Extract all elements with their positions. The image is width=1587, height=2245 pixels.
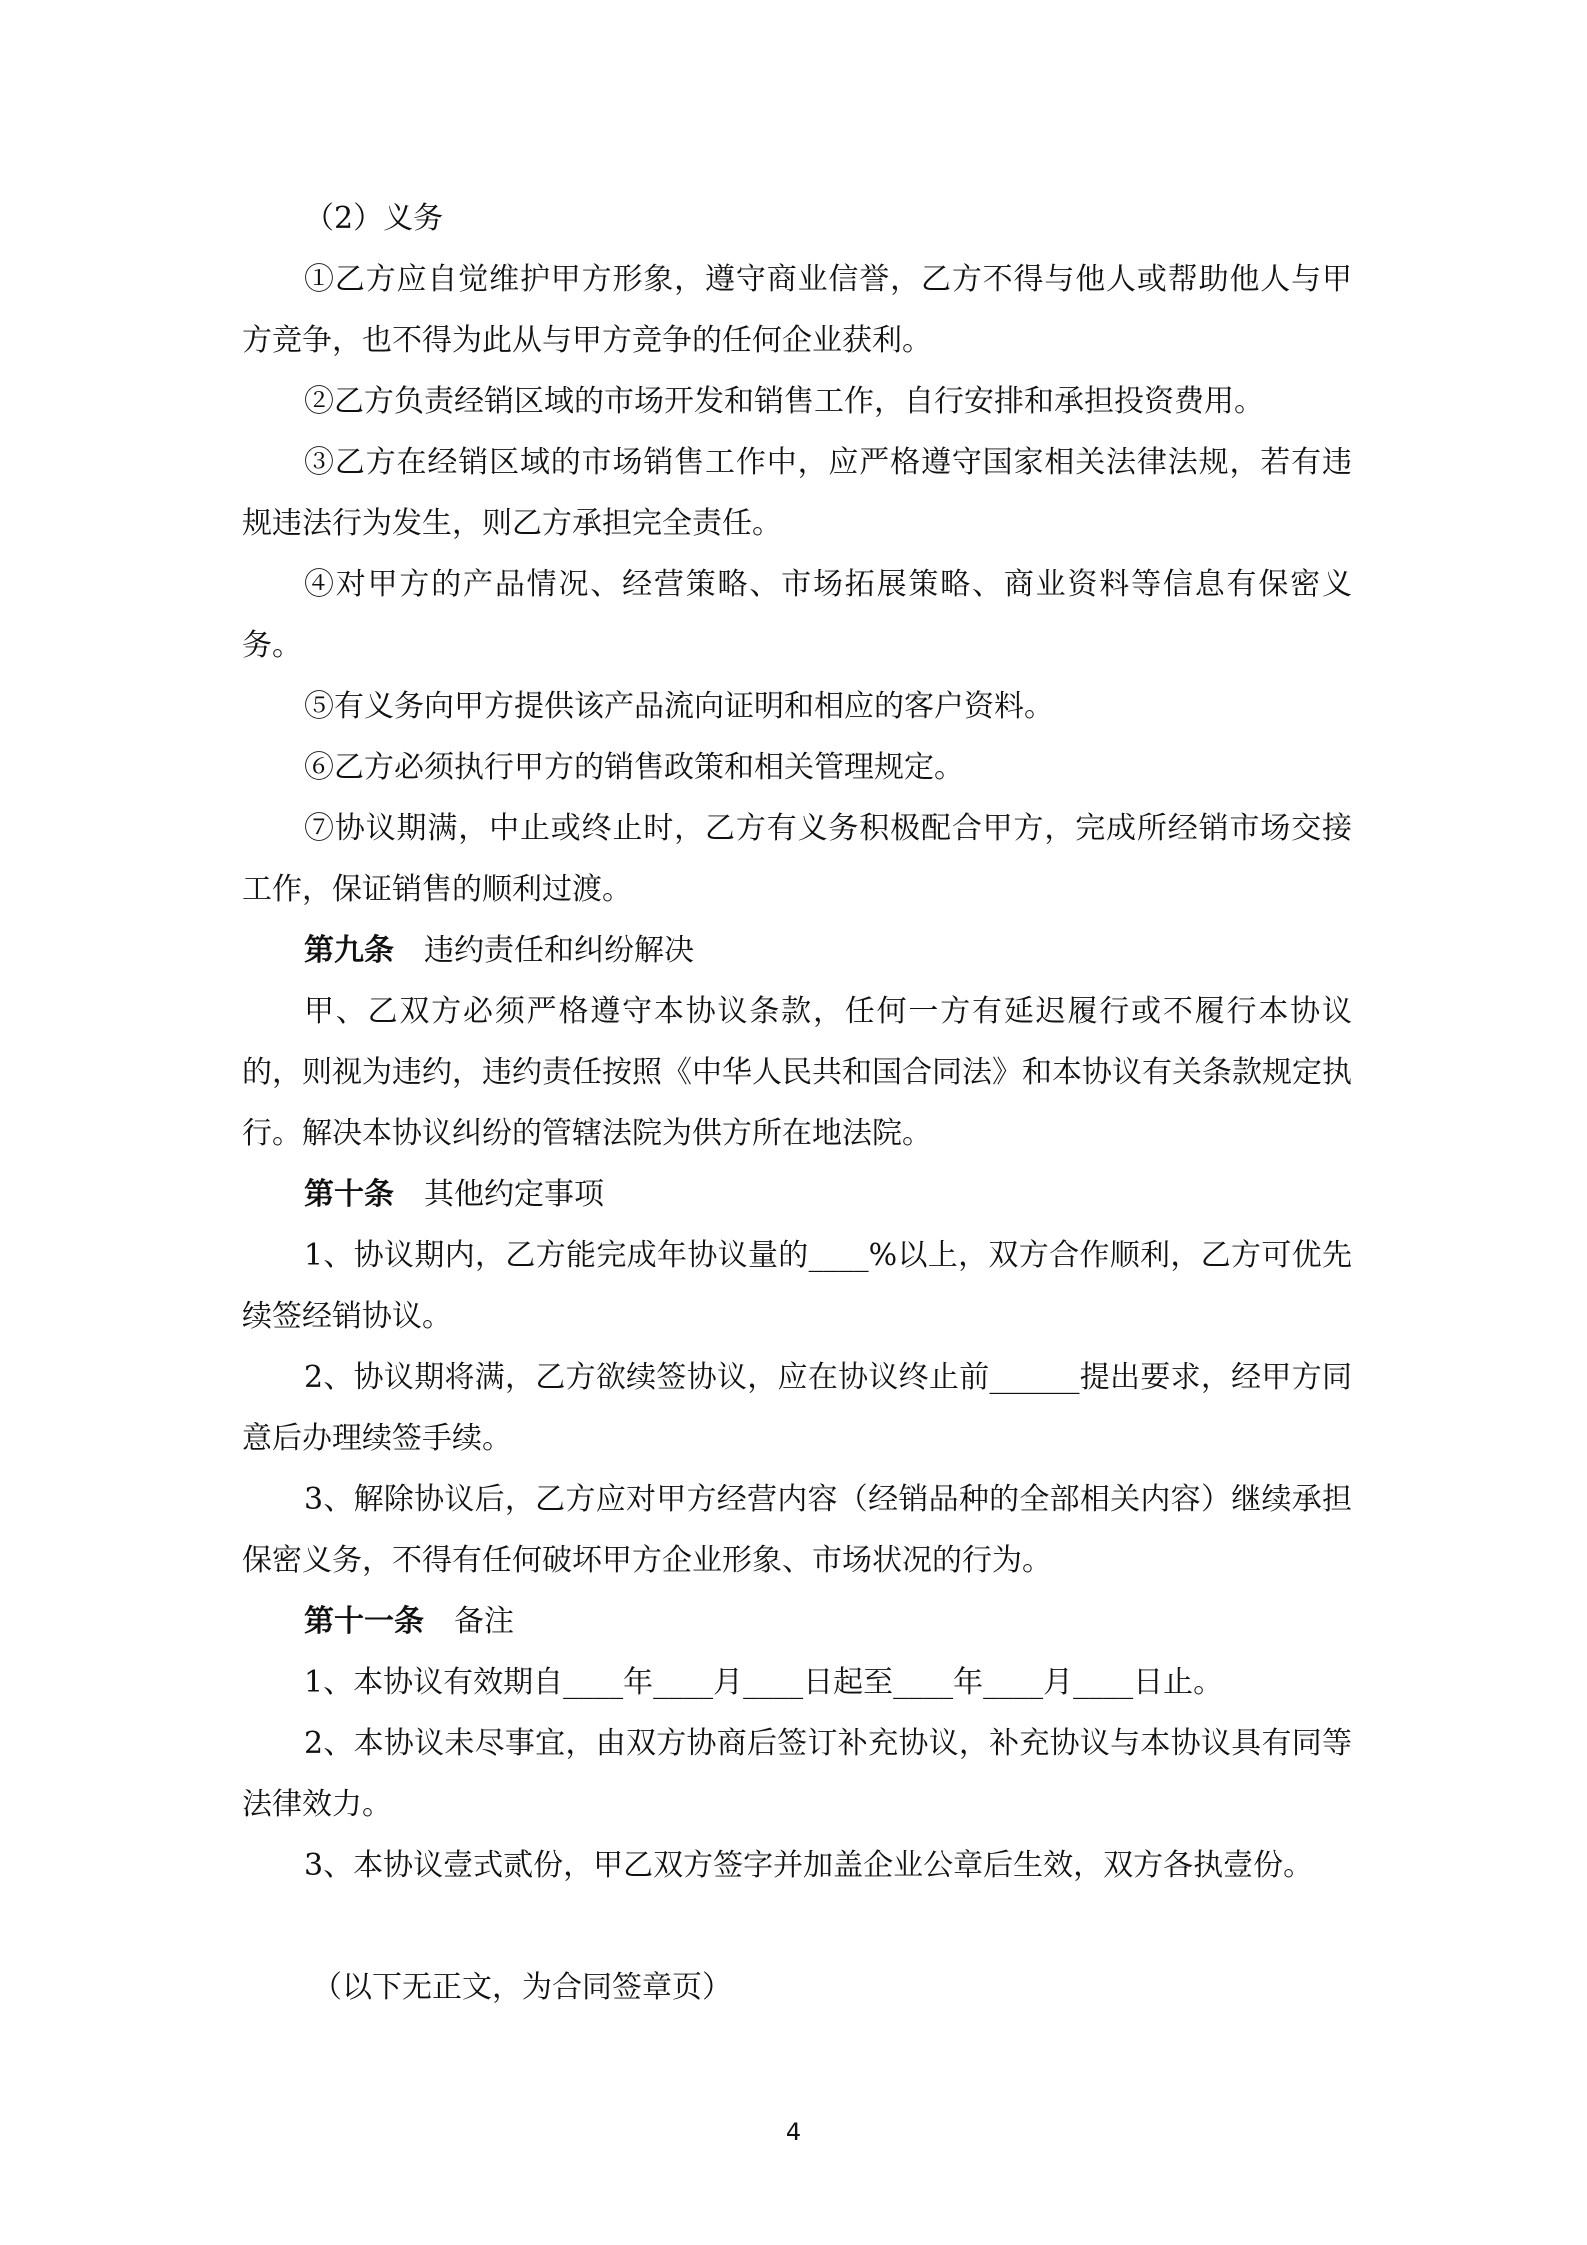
- obligation-item-2: ②乙方负责经销区域的市场开发和销售工作，自行安排和承担投资费用。: [304, 384, 1264, 419]
- spacer: [242, 1896, 1352, 1957]
- article-11-item-3: 3、本协议壹式贰份，甲乙双方签字并加盖企业公章后生效，双方各执壹份。: [304, 1848, 1314, 1883]
- section-obligations-heading: （2）义务: [304, 201, 444, 236]
- article-10-heading: [242, 1164, 1352, 1225]
- article-10-title: 其他约定事项: [424, 1177, 604, 1212]
- document-page: [242, 188, 1352, 2018]
- article-10-item-2: 2、协议期将满，乙方欲续签协议，应在协议终止前______提出要求，经甲方同意后办理续签手续。: [242, 1360, 1352, 1456]
- obligation-item-7: ⑦协议期满，中止或终止时，乙方有义务积极配合甲方，完成所经销市场交接工作，保证销售的顺利过渡。: [242, 811, 1352, 907]
- article-10-item-1: 1、协议期内，乙方能完成年协议量的____%以上，双方合作顺利，乙方可优先续签经销协议。: [242, 1238, 1352, 1334]
- obligation-item-3: ③乙方在经销区域的市场销售工作中，应严格遵守国家相关法律法规，若有违规违法行为发生，则乙方承担完全责任。: [242, 445, 1352, 541]
- article-10-number: 第十条: [304, 1177, 394, 1212]
- article-9-body: 甲、乙双方必须严格遵守本协议条款，任何一方有延迟履行或不履行本协议的，则视为违约，违约责任按照《中华人民共和国合同法》和本协议有关条款规定执行。解决本协议纠纷的管辖法院为供方所在地法院。: [242, 994, 1352, 1151]
- article-9-heading: [242, 920, 1352, 981]
- obligation-item-1: ①乙方应自觉维护甲方形象，遵守商业信誉，乙方不得与他人或帮助他人与甲方竞争，也不得为此从与甲方竞争的任何企业获利。: [242, 262, 1352, 358]
- article-11-number: 第十一条: [304, 1604, 424, 1639]
- article-11-item-1: 1、本协议有效期自____年____月____日起至____年____月____日止。: [304, 1665, 1224, 1700]
- article-9-title: 违约责任和纠纷解决: [424, 933, 694, 968]
- article-11-heading: [242, 1591, 1352, 1652]
- obligation-item-5: ⑤有义务向甲方提供该产品流向证明和相应的客户资料。: [304, 689, 1054, 724]
- page-number: 4: [785, 2118, 802, 2146]
- article-11-item-2: 2、本协议未尽事宜，由双方协商后签订补充协议，补充协议与本协议具有同等法律效力。: [242, 1726, 1352, 1822]
- obligation-item-4: ④对甲方的产品情况、经营策略、市场拓展策略、商业资料等信息有保密义务。: [242, 567, 1352, 663]
- article-11-title: 备注: [454, 1604, 514, 1639]
- article-9-number: 第九条: [304, 933, 394, 968]
- obligation-item-6: ⑥乙方必须执行甲方的销售政策和相关管理规定。: [304, 750, 964, 785]
- closing-note: （以下无正文，为合同签章页）: [312, 1970, 732, 2005]
- article-10-item-3: 3、解除协议后，乙方应对甲方经营内容（经销品种的全部相关内容）继续承担保密义务，不得有任何破坏甲方企业形象、市场状况的行为。: [242, 1482, 1352, 1578]
